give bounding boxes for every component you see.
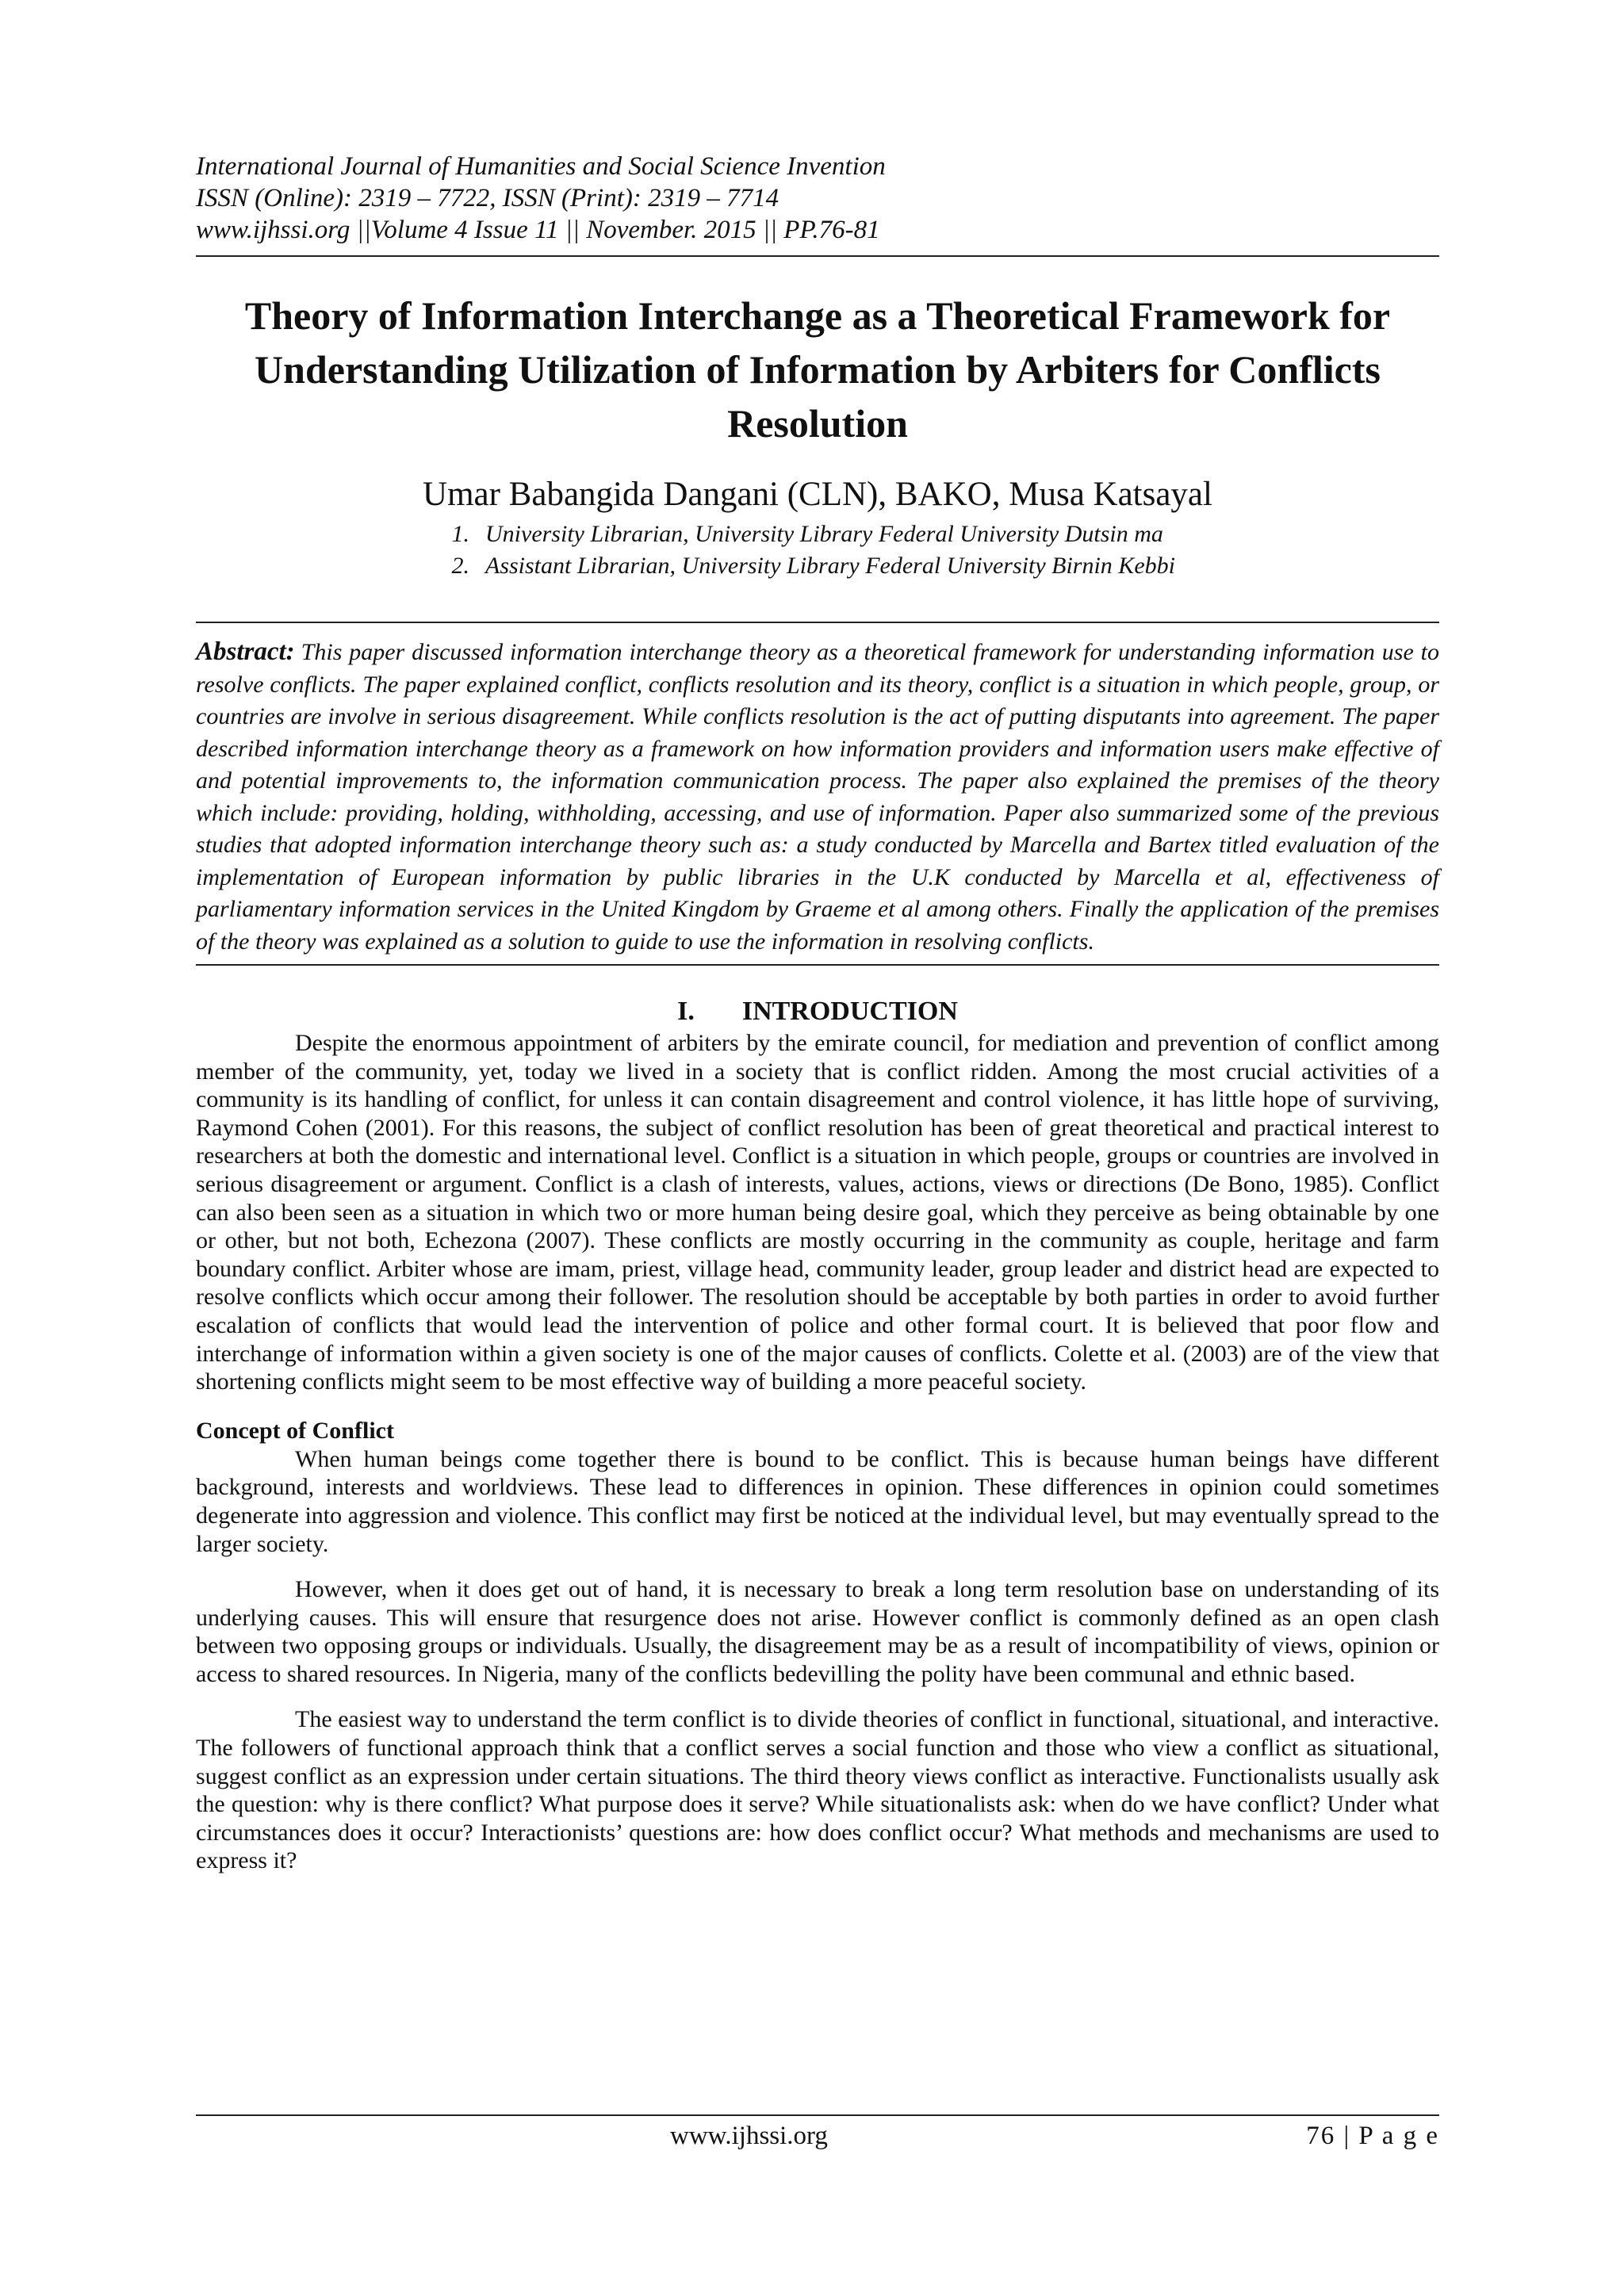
affiliation-item: [422, 550, 1439, 582]
paper-title: Theory of Information Interchange as a Theoretical Framework for Understanding Utilization of Information by Arbiters for Conflicts Resolution: [244, 293, 1391, 446]
section-heading-introduction: [196, 994, 1439, 1029]
header-rule: [196, 255, 1439, 257]
subheading-concept-of-conflict: Concept of Conflict: [196, 1417, 394, 1444]
abstract: [196, 636, 1439, 958]
journal-issn: ISSN (Online): 2319 – 7722, ISSN (Print): 2319 – 7714: [196, 184, 779, 212]
affiliation-text: Assistant Librarian, University Library Federal University Birnin Kebbi: [485, 553, 1175, 579]
section-number: I.: [677, 997, 695, 1026]
affiliation-number: 1.: [451, 521, 469, 547]
body-paragraph: However, when it does get out of hand, it is necessary to break a long term resolution base on understanding of its underlying causes. This will ensure that resurgence does not arise. However conflict is commonly defined as an open clash between two opposing groups or individuals. Usually, the disagreement may be as a result of incompatibility of views, opinion or access to shared resources. In Nigeria, many of the conflicts bedevilling the polity have been communal and ethnic based.: [196, 1576, 1439, 1687]
abstract-rule-bottom: [196, 964, 1439, 966]
section-title: INTRODUCTION: [741, 997, 958, 1026]
footer-rule: [196, 2114, 1439, 2116]
affiliation-item: [422, 519, 1439, 550]
affiliation-text: University Librarian, University Library Federal University Dutsin ma: [485, 521, 1163, 547]
journal-volume: www.ijhssi.org ||Volume 4 Issue 11 || November. 2015 || PP.76-81: [196, 216, 880, 244]
abstract-rule-top: [196, 622, 1439, 623]
abstract-label: Abstract:: [196, 637, 295, 666]
body-paragraph: When human beings come together there is bound to be conflict. This is because human beings have different background, interests and worldviews. These lead to differences in opinion. These differences in opinion could sometimes degenerate into aggression and violence. This conflict may first be noticed at the individual level, but may eventually spread to the larger society.: [196, 1445, 1439, 1557]
journal-header: [196, 151, 1439, 246]
abstract-text: This paper discussed information interchange theory as a theoretical framework for understanding information use to resolve conflicts. The paper explained conflict, conflicts resolution and its theory, conflict is a situation in which people, group, or countries are involve in serious disagreement. While conflicts resolution is the act of putting disputants into agreement. The paper described information interchange theory as a framework on how information providers and information users make effective of and potential improvements to, the information communication process. The paper also explained the premises of the theory which include: providing, holding, withholding, accessing, and use of information. Paper also summarized some of the previous studies that adopted information interchange theory such as: a study conducted by Marcella and Bartex titled evaluation of the implementation of European information by public libraries in the U.K conducted by Marcella et al, effectiveness of parliamentary information services in the United Kingdom by Graeme et al among others. Finally the application of the premises of the theory was explained as a solution to guide to use the information in resolving conflicts.: [196, 639, 1439, 955]
journal-name: International Journal of Humanities and Social Science Invention: [196, 152, 886, 181]
body-paragraph: The easiest way to understand the term conflict is to divide theories of conflict in functional, situational, and interactive. The followers of functional approach think that a conflict serves a social function and those who view a conflict as situational, suggest conflict as an expression under certain situations. The third theory views conflict as interactive. Functionalists usually ask the question: why is there conflict? What purpose does it serve? While situationalists ask: when do we have conflict? Under what circumstances does it occur? Interactionists’ questions are: how does conflict occur? What methods and mechanisms are used to express it?: [196, 1706, 1439, 1874]
introduction-paragraph: Despite the enormous appointment of arbiters by the emirate council, for mediation and prevention of conflict among member of the community, yet, today we lived in a society that is conflict ridden. Among the most crucial activities of a community is its handling of conflict, for unless it can contain disagreement and control violence, it has little hope of surviving, Raymond Cohen (2001). For this reasons, the subject of conflict resolution has been of great theoretical and practical interest to researchers at both the domestic and international level. Conflict is a situation in which people, groups or countries are involved in serious disagreement or argument. Conflict is a clash of interests, values, actions, views or directions (De Bono, 1985). Conflict can also been seen as a situation in which two or more human being desire goal, which they perceive as being obtainable by one or other, but not both, Echezona (2007). These conflicts are mostly occurring in the community as couple, heritage and farm boundary conflict. Arbiter whose are imam, priest, village head, community leader, group leader and district head are expected to resolve conflicts which occur among their follower. The resolution should be acceptable by both parties in order to avoid further escalation of conflicts that would lead the intervention of police and other formal court. It is believed that poor flow and interchange of information within a given society is one of the major causes of conflicts. Colette et al. (2003) are of the view that shortening conflicts might seem to be most effective way of building a more peaceful society.: [196, 1030, 1439, 1395]
page-number: 76 | P a g e: [1306, 2122, 1439, 2150]
affiliation-list: [196, 519, 1439, 582]
affiliation-number: 2.: [451, 553, 469, 579]
paper-authors: Umar Babangida Dangani (CLN), BAKO, Musa Katsayal: [423, 476, 1212, 513]
footer-site: www.ijhssi.org: [670, 2122, 828, 2150]
